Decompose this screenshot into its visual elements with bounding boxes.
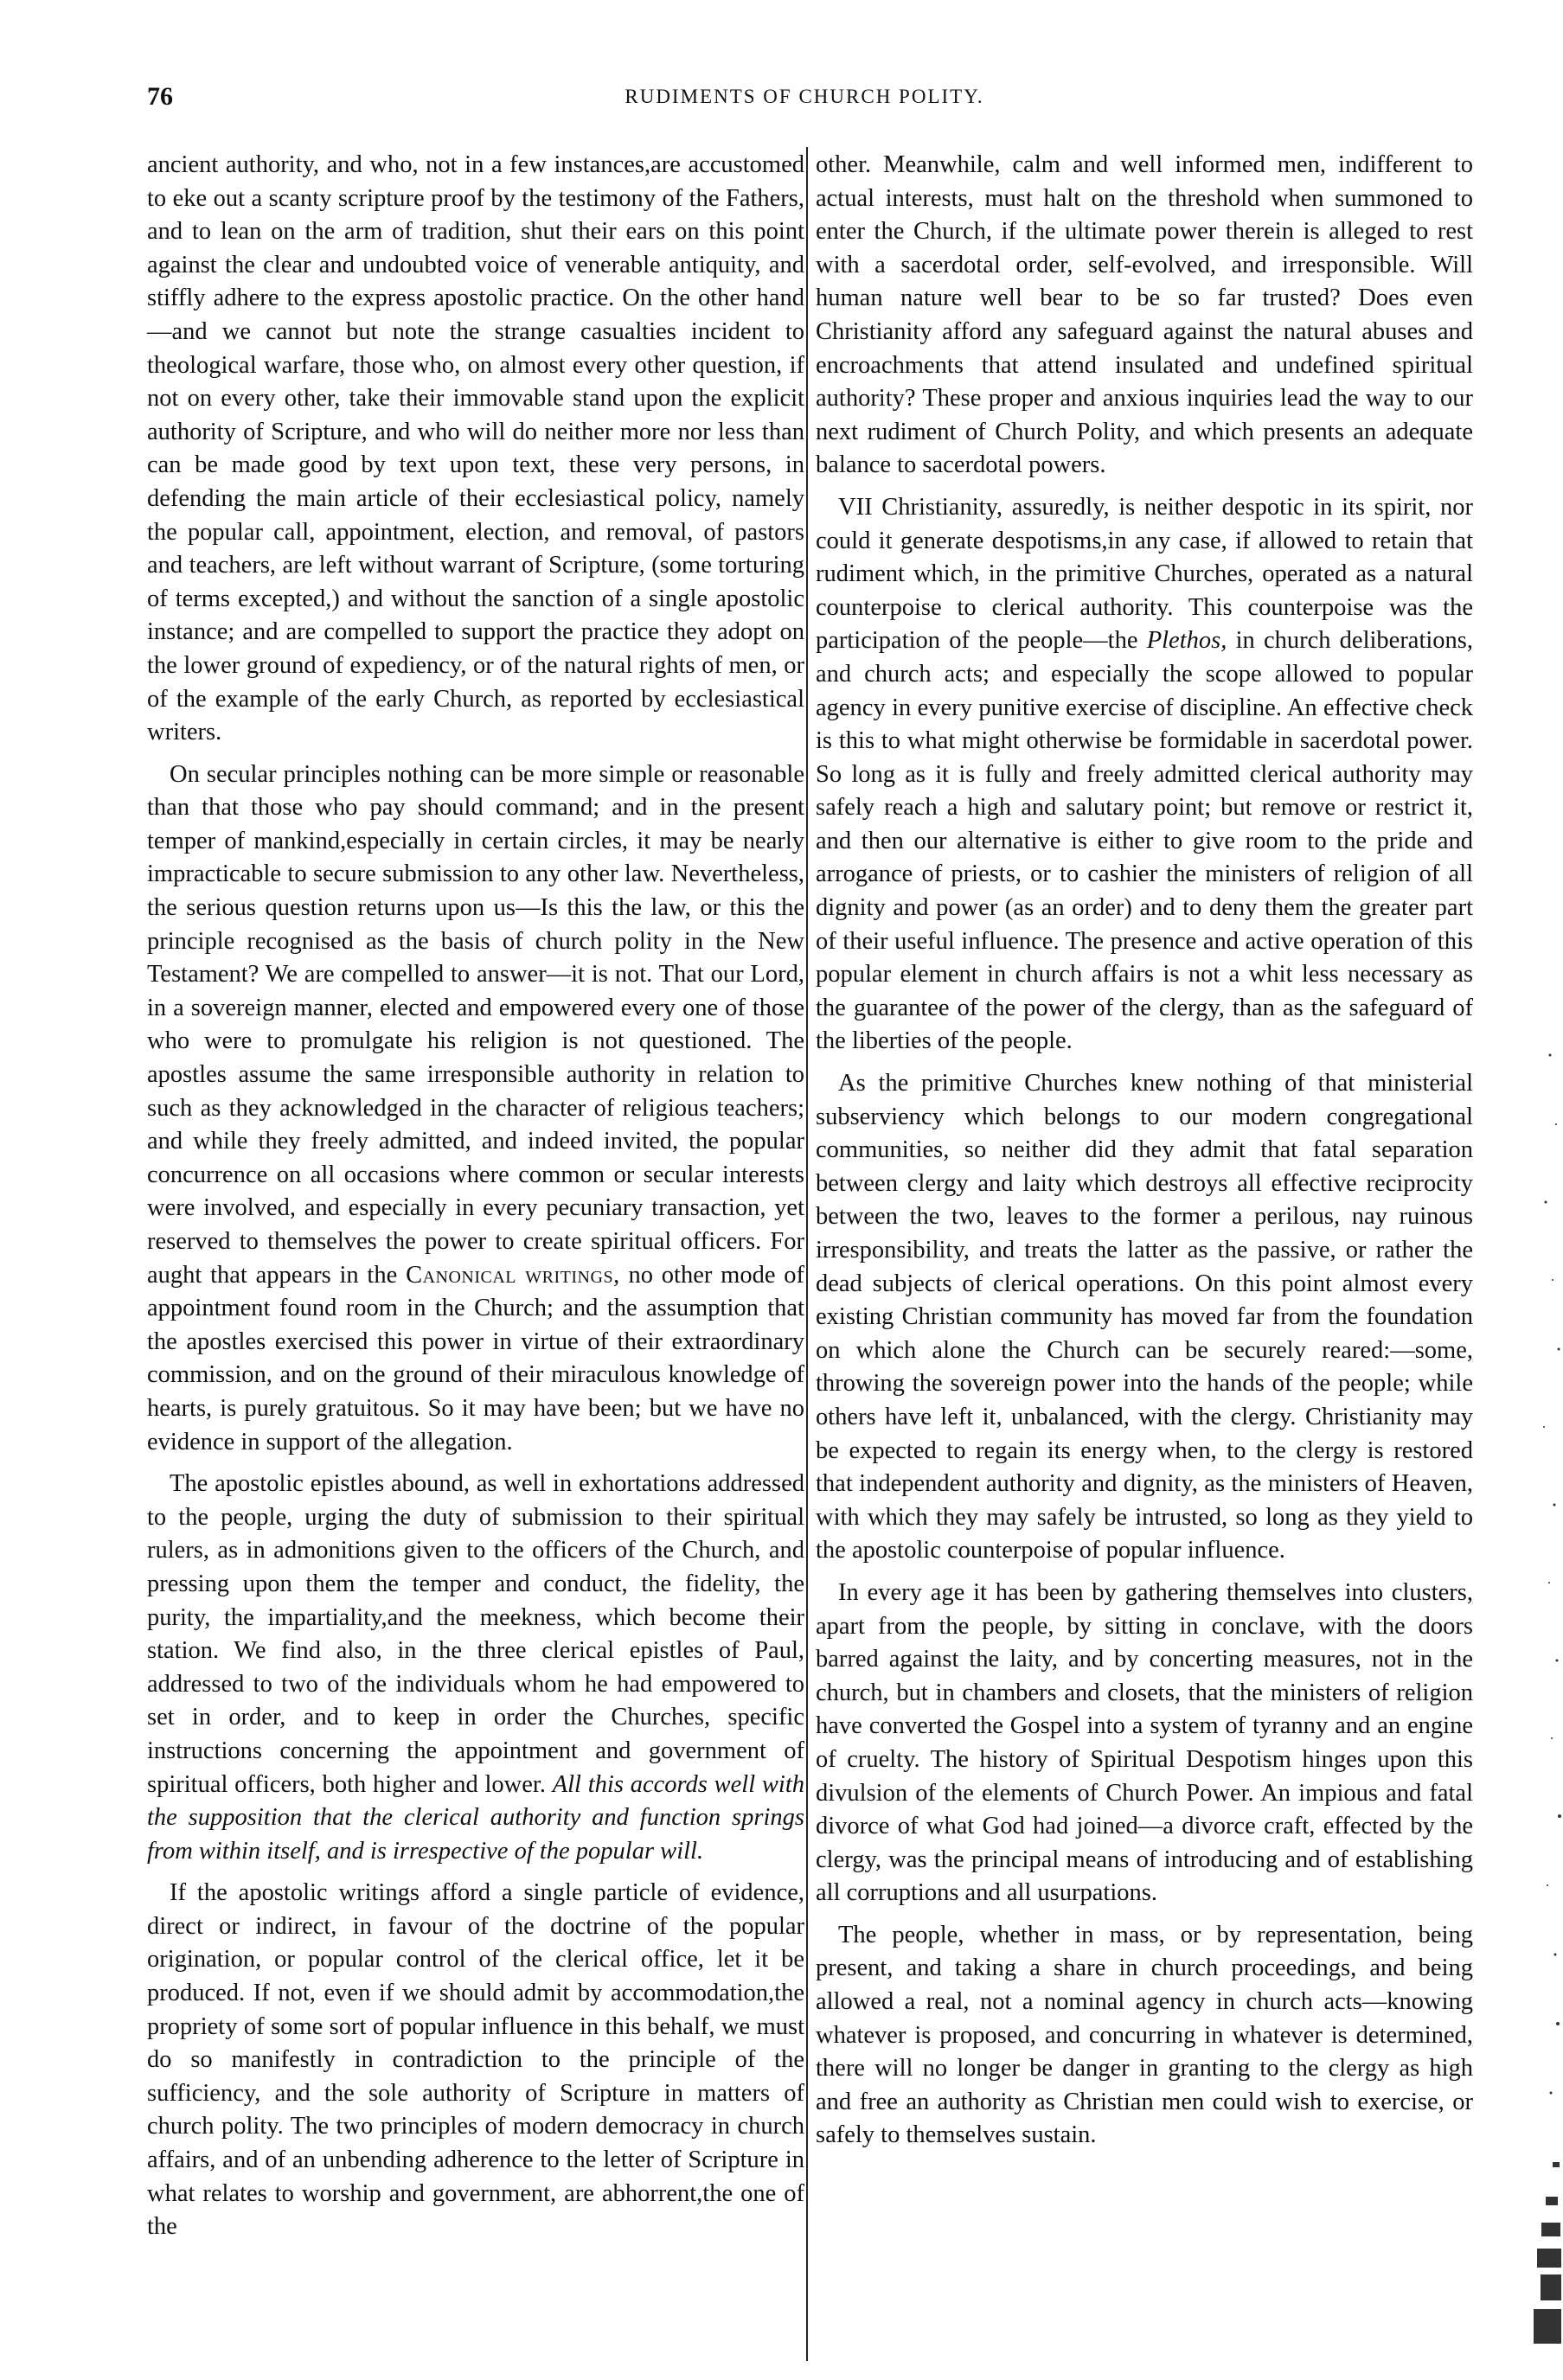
- paragraph: [816, 491, 1473, 1059]
- paragraph: As the primitive Churches knew nothing of that ministerial subserviency which belongs to our modern congregational communities, so neither did they admit that fatal separation between clergy and laity which destroys all effective reciprocity between the two, leaves to the former a perilous, nay ruinous irresponsibility, and treats the latter as the passive, or rather the dead subjects of clerical operations. On this point almost every existing Christian community has moved far from the foundation on which alone the Church can be securely reared:—some, throwing the sovereign power into the hands of the people; while others have left it, unbalanced, with the clergy. Christianity may be expected to regain its energy when, to the clergy is restored that independent authority and dignity, as the ministers of Heaven, with which they may safely be intrusted, so long as they yield to the apostolic counterpoise of popular influence.: [816, 1070, 1473, 1564]
- paragraph-text: The apostolic epistles abound, as well in exhortations addressed to the people, urging the duty of submission to their spiritual rulers, as in admonitions given to the officers of the Church, and pressing upon them the temper and conduct, the fidelity, the purity, the impartiality,and the meekness, which become their station. We find also, in the three clerical epistles of Paul, addressed to two of the individuals whom he had empowered to set in order, and to keep in order the Churches, specific instructions concerning the appointment and government of spiritual officers, both higher and lower.: [147, 1470, 804, 1798]
- paragraph: In every age it has been by gathering themselves into clusters, apart from the people, by sitting in conclave, with the doors barred against the laity, and by concerting measures, not in the church, but in chambers and closets, that the ministers of religion have converted the Gospel into a system of tyranny and an engine of cruelty. The history of Spiritual Despotism hinges upon this divulsion of the elements of Church Power. An impious and fatal divorce of what God had joined—a divorce craft, effected by the clergy, was the principal means of introducing and of establishing all corruptions and all usurpations.: [816, 1578, 1473, 1907]
- paragraph: ancient authority, and who, not in a few instances,are accustomed to eke out a scanty scripture proof by the testimony of the Fathers, and to lean on the arm of tradition, shut their ears on this point against the clear and undoubted voice of venerable antiquity, and stiffly adhere to the express apostolic practice. On the other hand—and we cannot but note the strange casualties incident to theological warfare, those who, on almost every other question, if not on every other, take their immovable stand upon the explicit authority of Scripture, and who will do neither more nor less than can be made good by text upon text, these very persons, in defending the main article of their ecclesiastical policy, namely the popular call, appointment, election, and removal, of pastors and teachers, are left without warrant of Scripture, (some torturing of terms excepted,) and without the sanction of a single apostolic instance; and are compelled to support the practice they adopt on the lower ground of expediency, or of the natural rights of men, or of the example of the early Church, as reported by ecclesiastical writers.: [147, 151, 804, 746]
- paragraph-text: in church deliberations, and church acts; and especially the scope allowed to popular agency in every punitive exercise of discipline. An effective check is this to what might otherwise be formidable in sacerdotal power. So long as it is fully and freely admitted clerical authority may safely reach a high and salutary point; but remove or restrict it, and then our alternative is either to give room to the pride and arrogance of priests, or to cashier the ministers of religion of all dignity and power (as an order) and to deny them the greater part of their useful influence. The presence and active operation of this popular element in church affairs is not a whit less necessary as the guarantee of the power of the clergy, than as the safeguard of the liberties of the people.: [816, 627, 1474, 1055]
- italic-passage: All this accords well with the supposition that the clerical authority and function springs from within itself, and is irrespective of the popular will.: [147, 1770, 804, 1865]
- paragraph-text: no other mode of appointment found room in the Church; and the assumption that the apostles exercised this power in virtue of their extraordinary commission, and on the ground of their miraculous knowledge of hearts, is purely gratuitous. So it may have been; but we have no evidence in support of the allegation.: [147, 1261, 805, 1456]
- paragraph-text: On secular principles nothing can be more simple or reasonable than that those who pay should command; and in the present temper of mankind,especially in certain circles, it may be nearly impracticable to secure submission to any other law. Nevertheless, the serious question returns upon us—Is this the law, or this the principle recognised as the basis of church polity in the New Testament? We are compelled to answer—it is not. That our Lord, in a sovereign manner, elected and empowered every one of those who were to promulgate his religion is not questioned. The apostles assume the same irresponsible authority in relation to such as they acknowledged in the character of religious teachers; and while they freely admitted, and indeed invited, the popular concurrence on all occasions where common or secular interests were involved, and especially in every pecuniary transaction, yet reserved to themselves the power to create spiritual officers. For aught that appears in the: [147, 760, 804, 1289]
- italic-term: Plethos,: [1146, 627, 1227, 655]
- canonical-writings-term: Canonical writings,: [406, 1261, 620, 1289]
- paragraph: If the apostolic writings afford a single particle of evidence, direct or indirect, in favour of the doctrine of the popular origination, or popular control of the clerical office, let it be produced. If not, even if we should admit by accommodation,the propriety of some sort of popular influence in this behalf, we must do so manifestly in contradiction to the principle of the sufficiency, and the sole authority of Scripture in matters of church polity. The two principles of modern democracy in church affairs, and of an unbending adherence to the letter of Scripture in what relates to worship and government, are abhorrent,the one of the: [147, 1879, 804, 2241]
- running-title: RUDIMENTS OF CHURCH POLITY.: [625, 86, 984, 107]
- page-number: 76: [147, 82, 173, 111]
- left-column: [147, 149, 804, 2244]
- paragraph-text: VII Christianity, assuredly, is neither despotic in its spirit, nor could it generate despotisms,in any case, if allowed to retain that rudiment which, in the primitive Churches, operated as a natural counterpoise to clerical authority. This counterpoise was the participation of the people—the: [816, 493, 1473, 655]
- column-divider: [806, 147, 808, 2361]
- paragraph: The people, whether in mass, or by representation, being present, and taking a share in church proceedings, and being allowed a real, not a nominal agency in church acts—knowing whatever is proposed, and concurring in whatever is determined, there will no longer be danger in granting to the clergy as high and free an authority as Christian men could wish to exercise, or safely to themselves sustain.: [816, 1921, 1473, 2149]
- paragraph: [147, 758, 804, 1459]
- paragraph: [147, 1468, 804, 1868]
- page-header: [147, 82, 1462, 122]
- paragraph: other. Meanwhile, calm and well informed men, indifferent to actual interests, must halt on the threshold when summoned to enter the Church, if the ultimate power therein is alleged to rest with a sacerdotal order, self-evolved, and irresponsible. Will human nature well bear to be so far trusted? Does even Christianity afford any safeguard against the natural abuses and encroachments that attend insulated and undefined spiritual authority? These proper and anxious inquiries lead the way to our next rudiment of Church Polity, and which presents an adequate balance to sacerdotal powers.: [816, 151, 1473, 479]
- right-column: [816, 149, 1473, 2153]
- scan-noise: [1502, 1020, 1563, 2370]
